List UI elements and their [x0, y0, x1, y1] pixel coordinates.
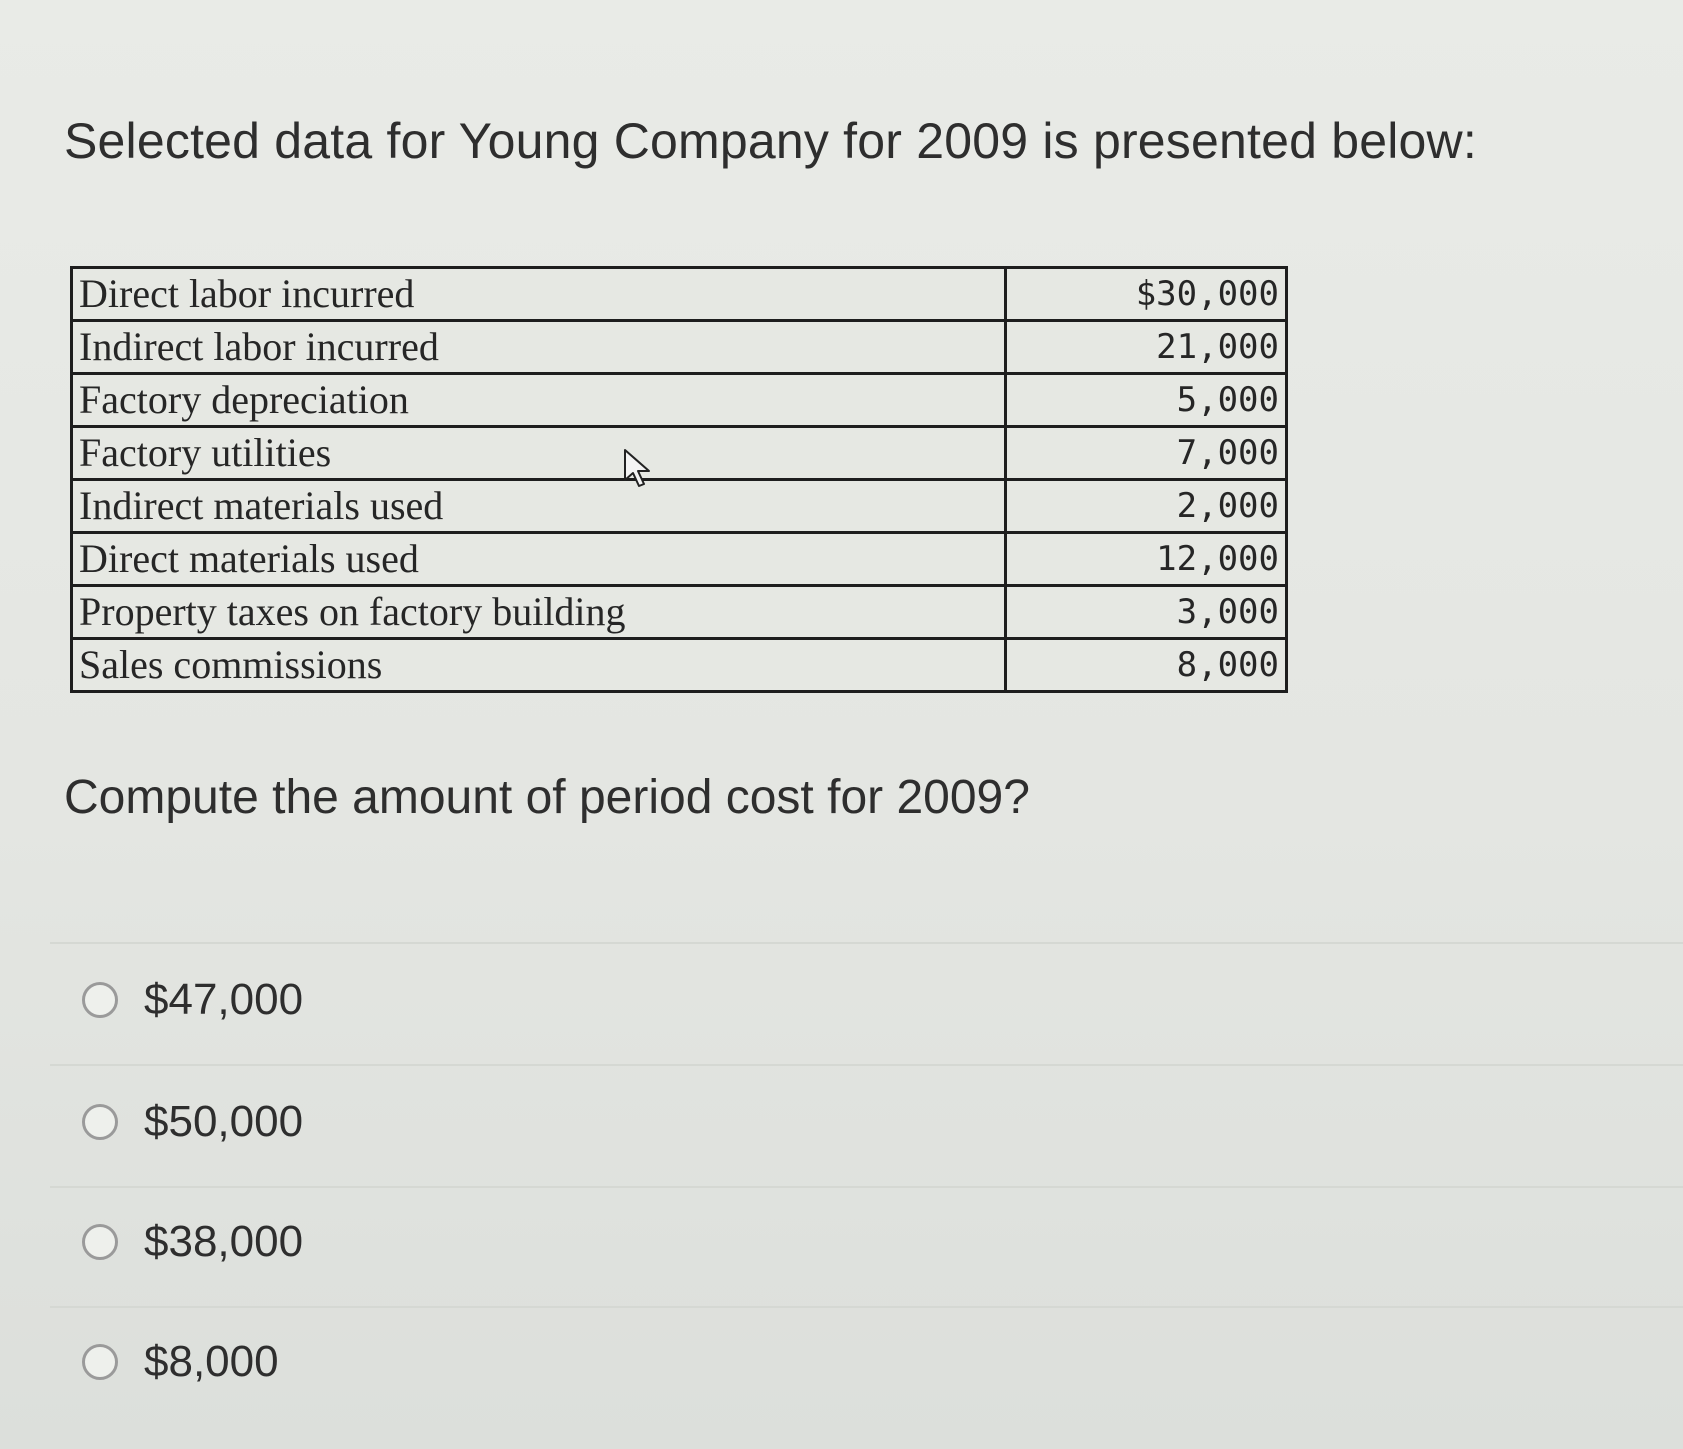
radio-unselected-icon[interactable]: [82, 1224, 118, 1260]
option-label: $50,000: [144, 1097, 304, 1146]
row-label: Indirect materials used: [72, 480, 1006, 533]
answer-option[interactable]: [54, 940, 1683, 1060]
row-value: 8,000: [1005, 639, 1286, 692]
row-label: Factory depreciation: [72, 374, 1006, 427]
answer-option[interactable]: [54, 1302, 1683, 1422]
radio-unselected-icon[interactable]: [82, 982, 118, 1018]
row-value: $30,000: [1005, 268, 1286, 321]
row-value: 5,000: [1005, 374, 1286, 427]
row-label: Property taxes on factory building: [72, 586, 1006, 639]
radio-unselected-icon[interactable]: [82, 1344, 118, 1380]
row-label: Indirect labor incurred: [72, 321, 1006, 374]
row-value: 12,000: [1005, 533, 1286, 586]
mouse-pointer-icon: [622, 448, 656, 488]
table-row: [72, 533, 1287, 586]
table-row: [72, 321, 1287, 374]
table-row: [72, 480, 1287, 533]
row-label: Direct labor incurred: [72, 268, 1006, 321]
row-value: 21,000: [1005, 321, 1286, 374]
table-row: [72, 374, 1287, 427]
row-label: Factory utilities: [72, 427, 1006, 480]
radio-unselected-icon[interactable]: [82, 1104, 118, 1140]
table-row: [72, 639, 1287, 692]
answer-option[interactable]: [54, 1182, 1683, 1302]
answer-option[interactable]: [54, 1062, 1683, 1182]
option-label: $8,000: [144, 1337, 279, 1386]
table-row: [72, 268, 1287, 321]
option-label: $47,000: [144, 975, 304, 1024]
row-value: 3,000: [1005, 586, 1286, 639]
row-value: 2,000: [1005, 480, 1286, 533]
row-label: Direct materials used: [72, 533, 1006, 586]
data-table: [70, 266, 1288, 693]
row-label: Sales commissions: [72, 639, 1006, 692]
table-row: [72, 427, 1287, 480]
option-label: $38,000: [144, 1217, 304, 1266]
question-title: Selected data for Young Company for 2009 is presented below:: [64, 113, 1477, 169]
question-prompt: Compute the amount of period cost for 2009?: [64, 771, 1030, 824]
row-value: 7,000: [1005, 427, 1286, 480]
table-row: [72, 586, 1287, 639]
